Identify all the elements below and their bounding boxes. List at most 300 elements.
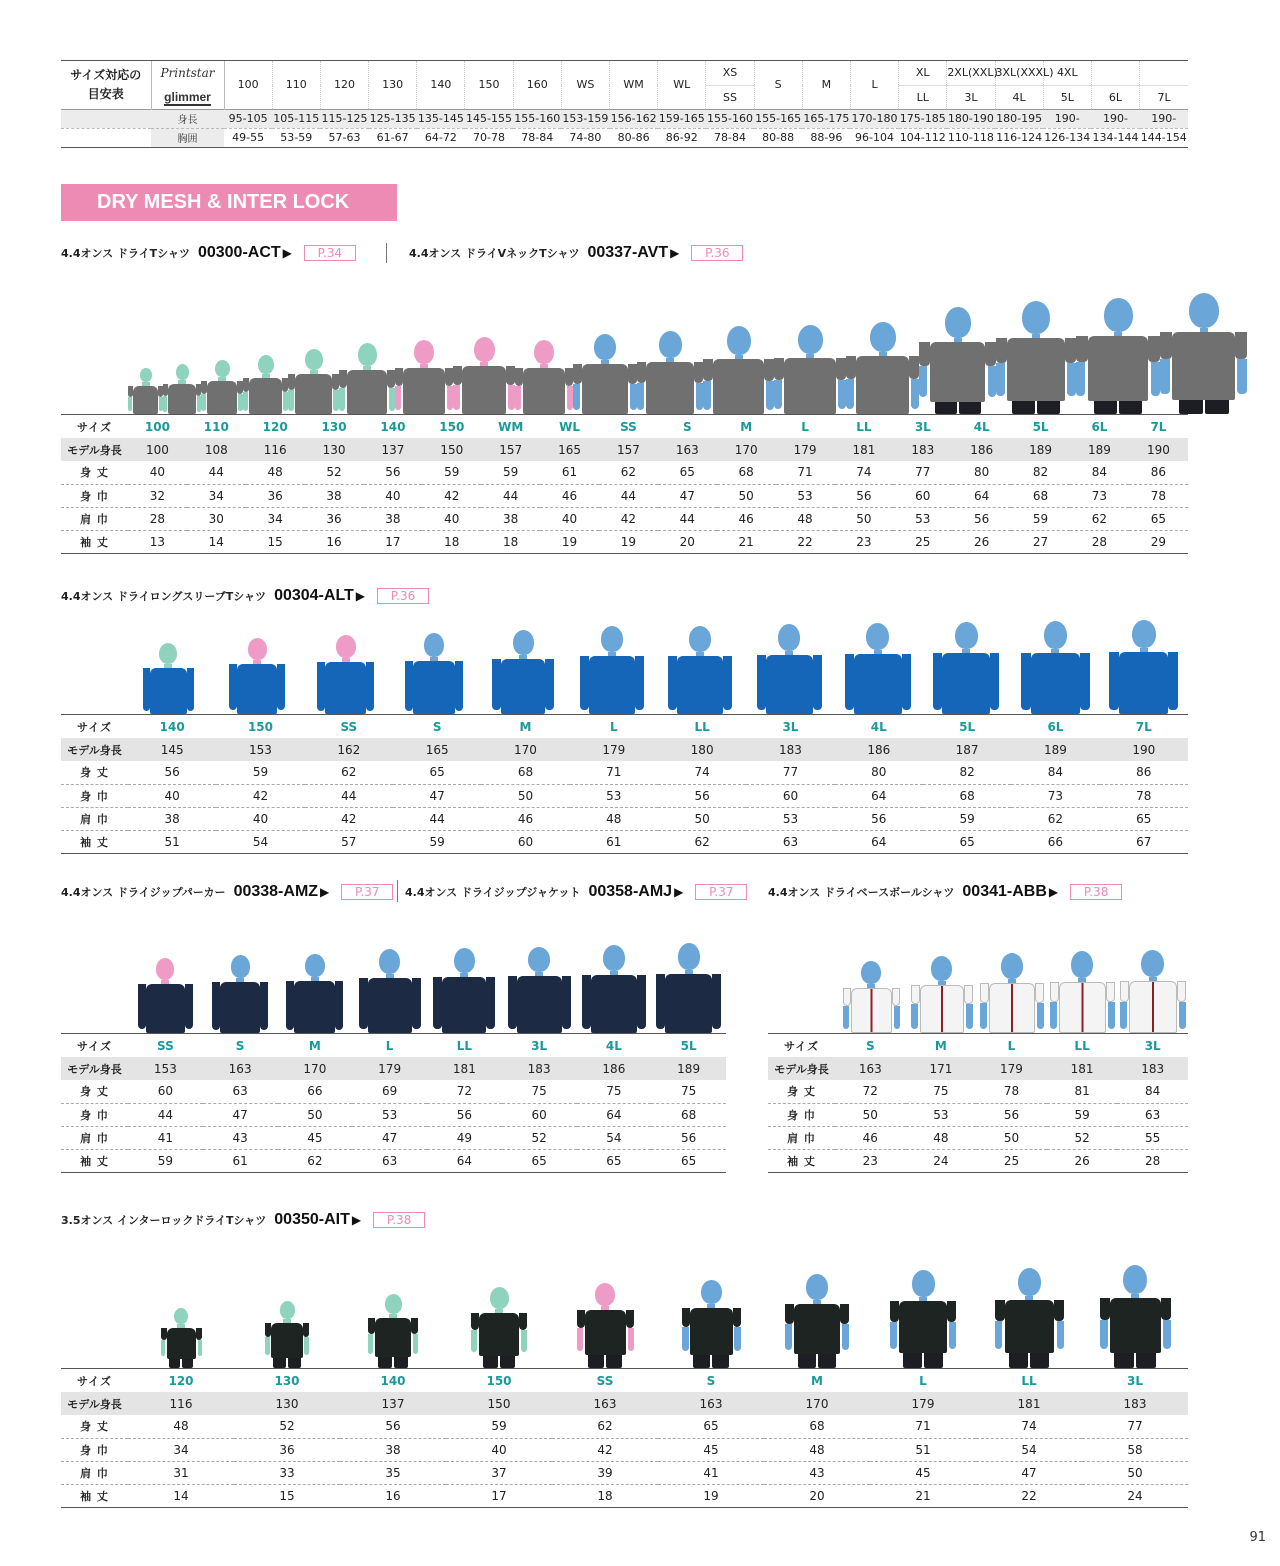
model-figure <box>201 282 243 414</box>
table-cell: 36 <box>246 484 305 507</box>
table-cell: 40 <box>128 784 216 807</box>
model-figure <box>128 1232 234 1368</box>
shirt-garment <box>271 1323 303 1358</box>
product-code: 00338-AMZ <box>233 883 319 900</box>
table-cell: 55 <box>1117 1126 1188 1149</box>
model-silhouette-head <box>689 626 711 652</box>
model-silhouette-head <box>215 360 230 377</box>
table-cell: 3L <box>1144 1038 1161 1053</box>
shirt-garment <box>854 654 902 714</box>
height-row-label: 身長 <box>151 109 224 128</box>
table-cell: 52 <box>1047 1126 1118 1149</box>
table-cell: 65 <box>923 830 1011 853</box>
guide-size-top: 3XL(XXXL) <box>995 61 1043 85</box>
table-cell: 21 <box>870 1484 976 1507</box>
product-name: 4.4オンス ドライVネックTシャツ <box>409 247 580 260</box>
row-label: 身 巾 <box>61 784 128 807</box>
model-silhouette-head <box>601 626 623 652</box>
table-cell: 56 <box>651 1126 726 1149</box>
model-silhouette-head <box>778 624 800 651</box>
page-link-abb[interactable]: P.38 <box>1070 884 1122 900</box>
row-label: モデル身長 <box>61 1392 128 1415</box>
table-cell: 18 <box>422 530 481 553</box>
model-silhouette-head <box>280 1301 295 1319</box>
table-cell: 54 <box>216 830 304 853</box>
width-row <box>768 1103 1188 1126</box>
model-height-row <box>61 438 1188 461</box>
product-code: 00350-AIT <box>274 1211 350 1228</box>
page-link-ait[interactable]: P.38 <box>373 1212 425 1228</box>
row-label: 身 巾 <box>61 484 128 507</box>
table-cell: 68 <box>651 1103 726 1126</box>
table-cell: 40 <box>364 484 423 507</box>
guide-height-range: 159-165 <box>658 109 706 128</box>
table-cell: 62 <box>597 1419 613 1434</box>
table-cell: 60 <box>157 1084 174 1099</box>
table-cell: 63 <box>1117 1103 1188 1126</box>
table-cell: SS <box>157 1038 174 1053</box>
table-cell: 58 <box>1082 1438 1188 1461</box>
table-cell: 181 <box>835 438 894 461</box>
table-cell: 46 <box>717 507 776 530</box>
model-silhouette-head <box>454 948 475 973</box>
size-row <box>61 1369 1188 1392</box>
table-cell: 20 <box>658 530 717 553</box>
guide-size-top: 110 <box>272 61 320 109</box>
table-cell: 162 <box>305 738 393 761</box>
table-cell: 56 <box>976 1103 1047 1126</box>
page-link-act[interactable]: P.34 <box>304 245 356 261</box>
shirt-garment <box>220 982 260 1033</box>
page-link-alt[interactable]: P.36 <box>377 588 429 604</box>
model-figure <box>774 282 846 414</box>
table-cell: 44 <box>599 484 658 507</box>
shoulder-row <box>61 507 1188 530</box>
table-cell: 5L <box>1032 419 1049 434</box>
table-cell: S <box>865 1038 875 1053</box>
table-cell: 153 <box>128 1057 203 1080</box>
length-row <box>61 1080 726 1103</box>
table-cell: 41 <box>658 1461 764 1484</box>
model-silhouette-head <box>1018 1268 1041 1296</box>
model-silhouette-head <box>1132 620 1156 648</box>
model-figure <box>922 582 1011 714</box>
table-cell: 163 <box>203 1057 278 1080</box>
model-silhouette-head <box>1001 953 1023 979</box>
table-cell: 14 <box>128 1484 234 1507</box>
table-cell: 24 <box>906 1149 977 1172</box>
table-cell: 42 <box>305 807 393 830</box>
table-cell: S <box>432 719 442 734</box>
shirt-garment <box>585 1310 626 1355</box>
row-label: 身 巾 <box>61 1103 128 1126</box>
model-figure <box>1082 1232 1188 1368</box>
table-cell: 53 <box>906 1103 977 1126</box>
table-cell: LL <box>1021 1373 1037 1388</box>
model-figure <box>637 282 703 414</box>
table-cell: 50 <box>658 807 746 830</box>
guide-size-top: XS <box>706 61 754 85</box>
shirt-garment <box>784 358 836 414</box>
table-cell: 179 <box>870 1392 976 1415</box>
table-cell: 157 <box>481 438 540 461</box>
table-cell: 45 <box>278 1126 353 1149</box>
model-silhouette-head <box>594 334 616 360</box>
table-cell: 181 <box>976 1392 1082 1415</box>
model-silhouette-head <box>912 1270 935 1297</box>
table-cell: 65 <box>429 765 445 780</box>
size-row <box>61 715 1188 738</box>
model-figure <box>301 582 390 714</box>
table-cell: 26 <box>1047 1149 1118 1172</box>
arrow-icon: ▶ <box>355 589 366 603</box>
guide-size-top: L <box>850 61 898 109</box>
model-silhouette-head <box>414 340 434 364</box>
table-cell: SS <box>620 419 637 434</box>
table-cell: 71 <box>797 465 813 480</box>
table-cell: 14 <box>187 530 246 553</box>
table-cell: 116 <box>128 1392 234 1415</box>
shirt-garment <box>347 370 387 414</box>
guide-height-range: 125-135 <box>369 109 417 128</box>
table-cell: 28 <box>128 507 187 530</box>
model-figure <box>1076 282 1160 414</box>
model-photos-ait <box>128 1232 1188 1368</box>
table-cell: 53 <box>893 507 952 530</box>
table-cell: 186 <box>835 738 923 761</box>
table-cell: 68 <box>1011 484 1070 507</box>
chest-row-label: 胸囲 <box>151 128 224 147</box>
model-silhouette-head <box>1189 293 1219 328</box>
shirt-garment <box>1005 1300 1054 1353</box>
table-cell: 15 <box>234 1484 340 1507</box>
table-cell: 140 <box>380 419 406 434</box>
table-cell: 78 <box>1003 1084 1020 1099</box>
table-cell: 71 <box>915 1419 931 1434</box>
table-cell: 17 <box>364 530 423 553</box>
table-cell: 39 <box>552 1461 658 1484</box>
table-cell: 82 <box>959 765 975 780</box>
guide-height-range: 156-162 <box>610 109 658 128</box>
table-cell: 150 <box>439 419 465 434</box>
page-link-amj[interactable]: P.37 <box>695 884 747 900</box>
table-cell: 43 <box>764 1461 870 1484</box>
table-cell: 4L <box>973 419 990 434</box>
table-cell: 56 <box>164 765 180 780</box>
table-cell: M <box>308 1038 321 1053</box>
shirt-garment <box>713 359 764 414</box>
table-cell: 27 <box>1011 530 1070 553</box>
table-cell: 49 <box>427 1126 502 1149</box>
guide-height-range: 170-180 <box>850 109 898 128</box>
model-figure <box>919 282 996 414</box>
printstar-logo: Printstar <box>151 61 224 85</box>
row-label: 肩 巾 <box>61 507 128 530</box>
table-cell: 42 <box>216 784 304 807</box>
shirt-garment <box>413 661 455 714</box>
guide-chest-range: 110-118 <box>947 128 995 147</box>
model-figure <box>996 282 1076 414</box>
product-name: 4.4オンス ドライジップパーカー <box>61 886 226 899</box>
table-cell: 84 <box>1091 465 1108 480</box>
width-row <box>61 484 1188 507</box>
table-cell: 62 <box>1011 807 1099 830</box>
table-cell: 61 <box>203 1149 278 1172</box>
table-cell: 25 <box>893 530 952 553</box>
table-cell: 50 <box>481 784 569 807</box>
table-cell: 29 <box>1129 530 1188 553</box>
guide-size-top: 140 <box>417 61 465 109</box>
guide-size-top: WM <box>610 61 658 109</box>
table-cell: 179 <box>776 438 835 461</box>
table-cell: 25 <box>976 1149 1047 1172</box>
table-cell: 108 <box>187 438 246 461</box>
table-cell: 56 <box>385 465 401 480</box>
guide-height-range: 180-195 <box>995 109 1043 128</box>
table-cell: 51 <box>870 1438 976 1461</box>
sleeve-row <box>61 1484 1188 1507</box>
table-cell: 5L <box>959 719 976 734</box>
table-cell: 40 <box>540 507 599 530</box>
guide-height-range: 135-145 <box>417 109 465 128</box>
table-cell: L <box>1007 1038 1016 1053</box>
table-cell: 57 <box>305 830 393 853</box>
model-figure <box>124 582 213 714</box>
table-cell: 38 <box>340 1438 446 1461</box>
table-cell: 22 <box>976 1484 1082 1507</box>
model-figure <box>288 282 339 414</box>
shirt-garment <box>677 656 723 714</box>
table-cell: 78 <box>1129 484 1188 507</box>
arrow-icon: ▶ <box>674 885 684 899</box>
table-cell: 3L <box>1127 1373 1143 1388</box>
model-figure <box>870 1232 976 1368</box>
guide-chest-range: 70-78 <box>465 128 513 147</box>
product-code: 00358-AMJ <box>588 883 673 900</box>
table-cell: 56 <box>658 784 746 807</box>
table-cell: 41 <box>128 1126 203 1149</box>
model-silhouette-head <box>176 364 189 380</box>
table-cell: 189 <box>651 1057 726 1080</box>
table-cell: 65 <box>577 1149 652 1172</box>
row-label: 袖 丈 <box>61 830 128 853</box>
table-cell: 6L <box>1047 719 1064 734</box>
table-cell: 120 <box>262 419 288 434</box>
product-code: 00300-ACT <box>197 244 281 261</box>
guide-chest-range: 80-86 <box>610 128 658 147</box>
model-silhouette-head <box>870 322 896 352</box>
shirt-garment <box>930 342 985 402</box>
table-cell: 34 <box>128 1438 234 1461</box>
table-cell: 56 <box>835 807 923 830</box>
guide-height-range: 155-160 <box>706 109 754 128</box>
model-silhouette-head <box>1022 301 1050 334</box>
guide-chest-range: 74-80 <box>561 128 609 147</box>
arrow-icon: ▶ <box>670 246 680 260</box>
shirt-garment <box>133 386 158 414</box>
table-cell: 189 <box>1011 738 1099 761</box>
model-figure <box>446 1232 552 1368</box>
table-cell: 44 <box>305 784 393 807</box>
table-cell: 23 <box>835 1149 906 1172</box>
table-cell: 32 <box>128 484 187 507</box>
shirt-garment <box>1172 332 1235 400</box>
model-figure <box>352 905 427 1033</box>
guide-height-range: 105-115 <box>272 109 320 128</box>
model-figure <box>427 905 502 1033</box>
table-cell: 53 <box>746 807 834 830</box>
model-silhouette-head <box>701 1280 722 1304</box>
model-silhouette-head <box>140 368 152 382</box>
model-silhouette-head <box>248 638 267 660</box>
table-cell: 5L <box>680 1038 697 1053</box>
table-cell: 44 <box>128 1103 203 1126</box>
product-code: 00341-ABB <box>962 883 1047 900</box>
model-silhouette-head <box>156 958 174 980</box>
table-cell: L <box>919 1373 927 1388</box>
table-cell: 75 <box>531 1084 547 1099</box>
row-label: 袖 丈 <box>61 530 128 553</box>
guide-chest-range: 57-63 <box>320 128 368 147</box>
table-cell: 72 <box>456 1084 473 1099</box>
guide-size-bottom: 5L <box>1043 85 1091 109</box>
guide-size-top <box>1140 61 1188 85</box>
width-row <box>61 1438 1188 1461</box>
guide-height-range: 180-190 <box>947 109 995 128</box>
shirt-garment <box>1119 652 1168 714</box>
table-cell: 59 <box>503 465 519 480</box>
table-cell: 61 <box>570 830 658 853</box>
guide-height-range: 95-105 <box>224 109 272 128</box>
table-cell: 48 <box>906 1126 977 1149</box>
table-cell: 17 <box>446 1484 552 1507</box>
table-cell: 170 <box>764 1392 870 1415</box>
table-cell: 77 <box>782 765 799 780</box>
model-silhouette-head <box>231 955 250 978</box>
guide-chest-range: 80-88 <box>754 128 802 147</box>
shoulder-row <box>61 1461 1188 1484</box>
model-figure <box>567 582 656 714</box>
table-cell: 26 <box>952 530 1011 553</box>
table-cell: 40 <box>422 507 481 530</box>
model-figure <box>656 582 745 714</box>
table-cell: 80 <box>974 465 990 480</box>
guide-size-bottom: 6L <box>1091 85 1139 109</box>
table-cell: 180 <box>658 738 746 761</box>
row-label: モデル身長 <box>768 1057 835 1080</box>
table-cell: 42 <box>422 484 481 507</box>
table-cell: 165 <box>393 738 481 761</box>
model-silhouette-head <box>379 949 400 974</box>
table-cell: 62 <box>341 765 357 780</box>
guide-size-top <box>1091 61 1139 85</box>
model-figure <box>479 582 568 714</box>
table-cell: 84 <box>1145 1084 1161 1099</box>
page-link-amz[interactable]: P.37 <box>341 884 393 900</box>
size-row <box>61 415 1188 438</box>
guide-height-range: 190- <box>1140 109 1188 128</box>
model-figure <box>163 282 201 414</box>
model-silhouette-head <box>424 633 444 657</box>
table-cell: 3L <box>782 719 799 734</box>
table-cell: 21 <box>717 530 776 553</box>
table-cell: 31 <box>128 1461 234 1484</box>
model-silhouette-head <box>534 340 554 364</box>
table-cell: 63 <box>232 1084 248 1099</box>
model-silhouette-head <box>727 326 751 355</box>
spec-table-amz-amj <box>61 1033 726 1173</box>
model-silhouette-head <box>678 943 700 970</box>
table-cell: 23 <box>835 530 894 553</box>
table-cell: 150 <box>446 1392 552 1415</box>
shirt-garment <box>442 977 486 1033</box>
table-cell: 65 <box>1100 807 1188 830</box>
row-label: 肩 巾 <box>61 1461 128 1484</box>
table-cell: 82 <box>1032 465 1049 480</box>
model-silhouette-head <box>861 961 881 984</box>
shirt-garment <box>1059 982 1106 1033</box>
table-cell: 48 <box>570 807 658 830</box>
table-cell: L <box>609 719 618 734</box>
product-name: 4.4オンス ドライロングスリーブTシャツ <box>61 590 267 603</box>
model-silhouette-head <box>513 630 534 655</box>
shirt-garment <box>690 1308 733 1355</box>
model-silhouette-head <box>159 643 177 664</box>
model-figure <box>339 282 395 414</box>
row-label: 身 巾 <box>61 1438 128 1461</box>
row-label: サイズ <box>783 1039 820 1053</box>
table-cell: 54 <box>976 1438 1082 1461</box>
shirt-garment <box>1110 1298 1161 1353</box>
table-cell: 189 <box>1070 438 1129 461</box>
row-label: 身 丈 <box>80 766 109 780</box>
table-cell: 100 <box>128 438 187 461</box>
table-cell: 40 <box>216 807 304 830</box>
row-label: 身 丈 <box>80 466 109 480</box>
table-cell: 116 <box>246 438 305 461</box>
model-figure <box>128 282 163 414</box>
title-divider <box>397 880 398 902</box>
shirt-garment <box>403 368 445 414</box>
row-label: 身 丈 <box>787 1085 816 1099</box>
table-cell: 59 <box>393 830 481 853</box>
shirt-garment <box>168 384 196 414</box>
table-cell: 3L <box>531 1038 548 1053</box>
table-cell: 68 <box>809 1419 825 1434</box>
table-cell: 59 <box>923 807 1011 830</box>
width-row <box>61 784 1188 807</box>
page-link-avt[interactable]: P.36 <box>691 245 743 261</box>
table-cell: 73 <box>1070 484 1129 507</box>
table-cell: 47 <box>976 1461 1082 1484</box>
table-cell: 86 <box>1150 465 1167 480</box>
table-cell: 7L <box>1135 719 1152 734</box>
arrow-icon: ▶ <box>282 246 292 260</box>
table-cell: 42 <box>552 1438 658 1461</box>
guide-size-bottom: SS <box>706 85 754 109</box>
model-figure <box>836 905 906 1033</box>
guide-height-range: 165-175 <box>802 109 850 128</box>
table-cell: 46 <box>540 484 599 507</box>
table-cell: 24 <box>1082 1484 1188 1507</box>
shirt-garment <box>237 664 277 714</box>
size-row <box>768 1034 1188 1057</box>
row-label: モデル身長 <box>61 1057 128 1080</box>
table-cell: 50 <box>976 1126 1047 1149</box>
table-cell: 38 <box>305 484 364 507</box>
guide-height-range: 145-155 <box>465 109 513 128</box>
title-divider <box>386 243 387 263</box>
